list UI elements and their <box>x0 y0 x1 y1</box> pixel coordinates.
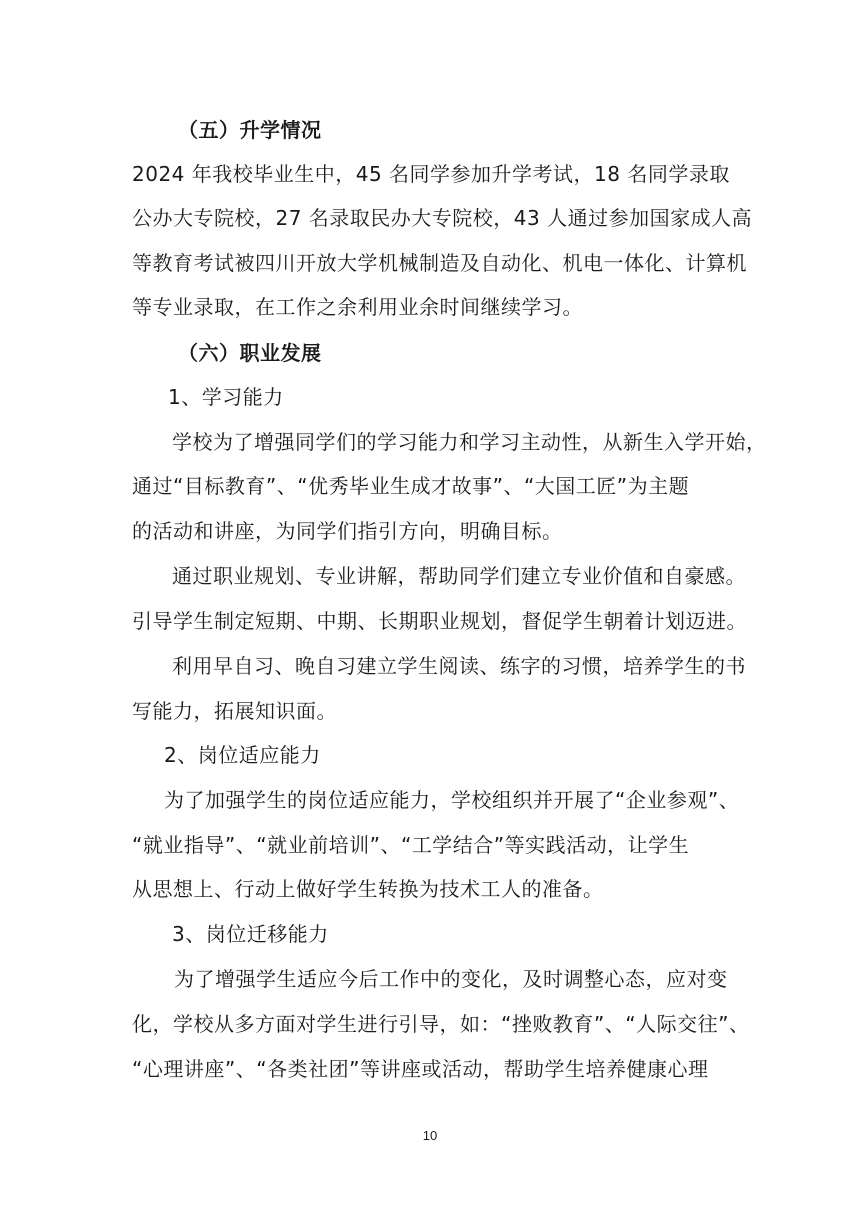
paragraph-line: 的活动和讲座，为同学们指引方向，明确目标。 <box>132 519 563 543</box>
paragraph-line: 学校为了增强同学们的学习能力和学习主动性，从新生入学开始， <box>172 430 767 454</box>
paragraph-line: 等教育考试被四川开放大学机械制造及自动化、机电一体化、计算机 <box>132 251 747 275</box>
paragraph-line: “心理讲座”、“各类社团”等讲座或活动，帮助学生培养健康心理 <box>132 1057 709 1081</box>
paragraph-line: 从思想上、行动上做好学生转换为技术工人的准备。 <box>132 877 604 901</box>
paragraph-line: 通过职业规划、专业讲解，帮助同学们建立专业价值和自豪感。 <box>172 564 746 588</box>
subsection-heading-learning-ability: 1、学习能力 <box>168 385 284 409</box>
paragraph-line: 引导学生制定短期、中期、长期职业规划，督促学生朝着计划迈进。 <box>132 609 747 633</box>
paragraph-line: 写能力，拓展知识面。 <box>132 699 337 723</box>
subsection-heading-job-adaptability: 2、岗位适应能力 <box>164 743 321 767</box>
section-heading-career-development: （六）职业发展 <box>178 341 322 365</box>
paragraph-line: 利用早自习、晚自习建立学生阅读、练字的习惯，培养学生的书 <box>172 654 746 678</box>
paragraph-line: “就业指导”、“就业前培训”、“工学结合”等实践活动，让学生 <box>132 833 690 857</box>
paragraph-line: 为了加强学生的岗位适应能力，学校组织并开展了“企业参观”、 <box>164 788 740 812</box>
paragraph-line: 通过“目标教育”、“优秀毕业生成才故事”、“大国工匠”为主题 <box>132 474 690 498</box>
page-number: 10 <box>422 1128 438 1143</box>
paragraph-line: 公办大专院校，27 名录取民办大专院校，43 人通过参加国家成人高 <box>132 206 753 230</box>
section-heading-further-study: （五）升学情况 <box>178 118 322 142</box>
paragraph-line: 为了增强学生适应今后工作中的变化，及时调整心态，应对变 <box>174 967 728 991</box>
subsection-heading-job-transfer-ability: 3、岗位迁移能力 <box>172 922 329 946</box>
paragraph-line: 化，学校从多方面对学生进行引导，如：“挫败教育”、“人际交往”、 <box>132 1012 750 1036</box>
paragraph-line: 2024 年我校毕业生中，45 名同学参加升学考试，18 名同学录取 <box>132 162 730 186</box>
paragraph-line: 等专业录取，在工作之余利用业余时间继续学习。 <box>132 295 583 319</box>
